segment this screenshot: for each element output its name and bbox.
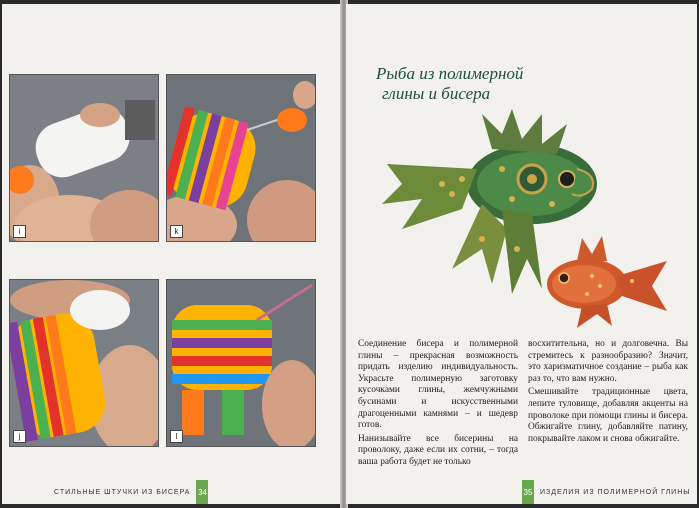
photo-i-image xyxy=(10,75,158,241)
col1-paragraph-1: Соединение бисера и полимерной глины – прекрасная возможность придать изделию индивидуальность. Украсьте полимерную заготовку кусочками глины, жемчужными бусинами и искусственными драгоценными камнями – и шедевр готов. xyxy=(358,339,518,431)
small-fish-illustration xyxy=(542,236,670,331)
right-footer-text: ИЗДЕЛИЯ ИЗ ПОЛИМЕРНОЙ ГЛИНЫ xyxy=(540,488,691,496)
photo-label-j: j xyxy=(13,430,26,443)
right-page-number: 35 xyxy=(522,480,534,504)
photo-step-i xyxy=(9,74,159,242)
article-title xyxy=(376,64,523,104)
right-page xyxy=(346,4,697,504)
col1-paragraph-2: Нанизывайте все бисерины на проволоку, даже если их сотни, – тогда ваша работа будет не только xyxy=(358,433,518,467)
left-footer-text: СТИЛЬНЫЕ ШТУЧКИ ИЗ БИСЕРА xyxy=(54,488,191,496)
photo-label-i: i xyxy=(13,225,26,238)
photo-label-k: k xyxy=(170,225,183,238)
photo-step-j xyxy=(9,279,159,447)
photo-l-image xyxy=(167,280,315,446)
photo-k-image xyxy=(167,75,315,241)
article-title-line1: Рыба из полимерной xyxy=(376,64,524,83)
text-column-1 xyxy=(358,339,518,471)
col2-paragraph-1: восхитительна, но и долговечна. Вы стремитесь к разнообразию? Значит, это харизматичное создание – рыба как раз то, что вам нужно. xyxy=(528,339,688,384)
col2-paragraph-2: Смешивайте традиционные цвета, лепите туловище, добавляя акценты на проволоке при помощи глины и бисера. Обжигайте глину, добавляйте патину, покрывайте лаком и снова обжигайте. xyxy=(528,387,688,444)
left-page xyxy=(2,4,342,504)
right-footer xyxy=(522,480,690,504)
photo-j-image xyxy=(10,280,158,446)
photo-label-l: l xyxy=(170,430,183,443)
left-page-number: 34 xyxy=(196,480,208,504)
text-column-2 xyxy=(528,339,688,447)
photo-step-l xyxy=(166,279,316,447)
article-title-line2: глины и бисера xyxy=(382,84,491,103)
left-footer xyxy=(54,480,208,504)
photo-step-k xyxy=(166,74,316,242)
